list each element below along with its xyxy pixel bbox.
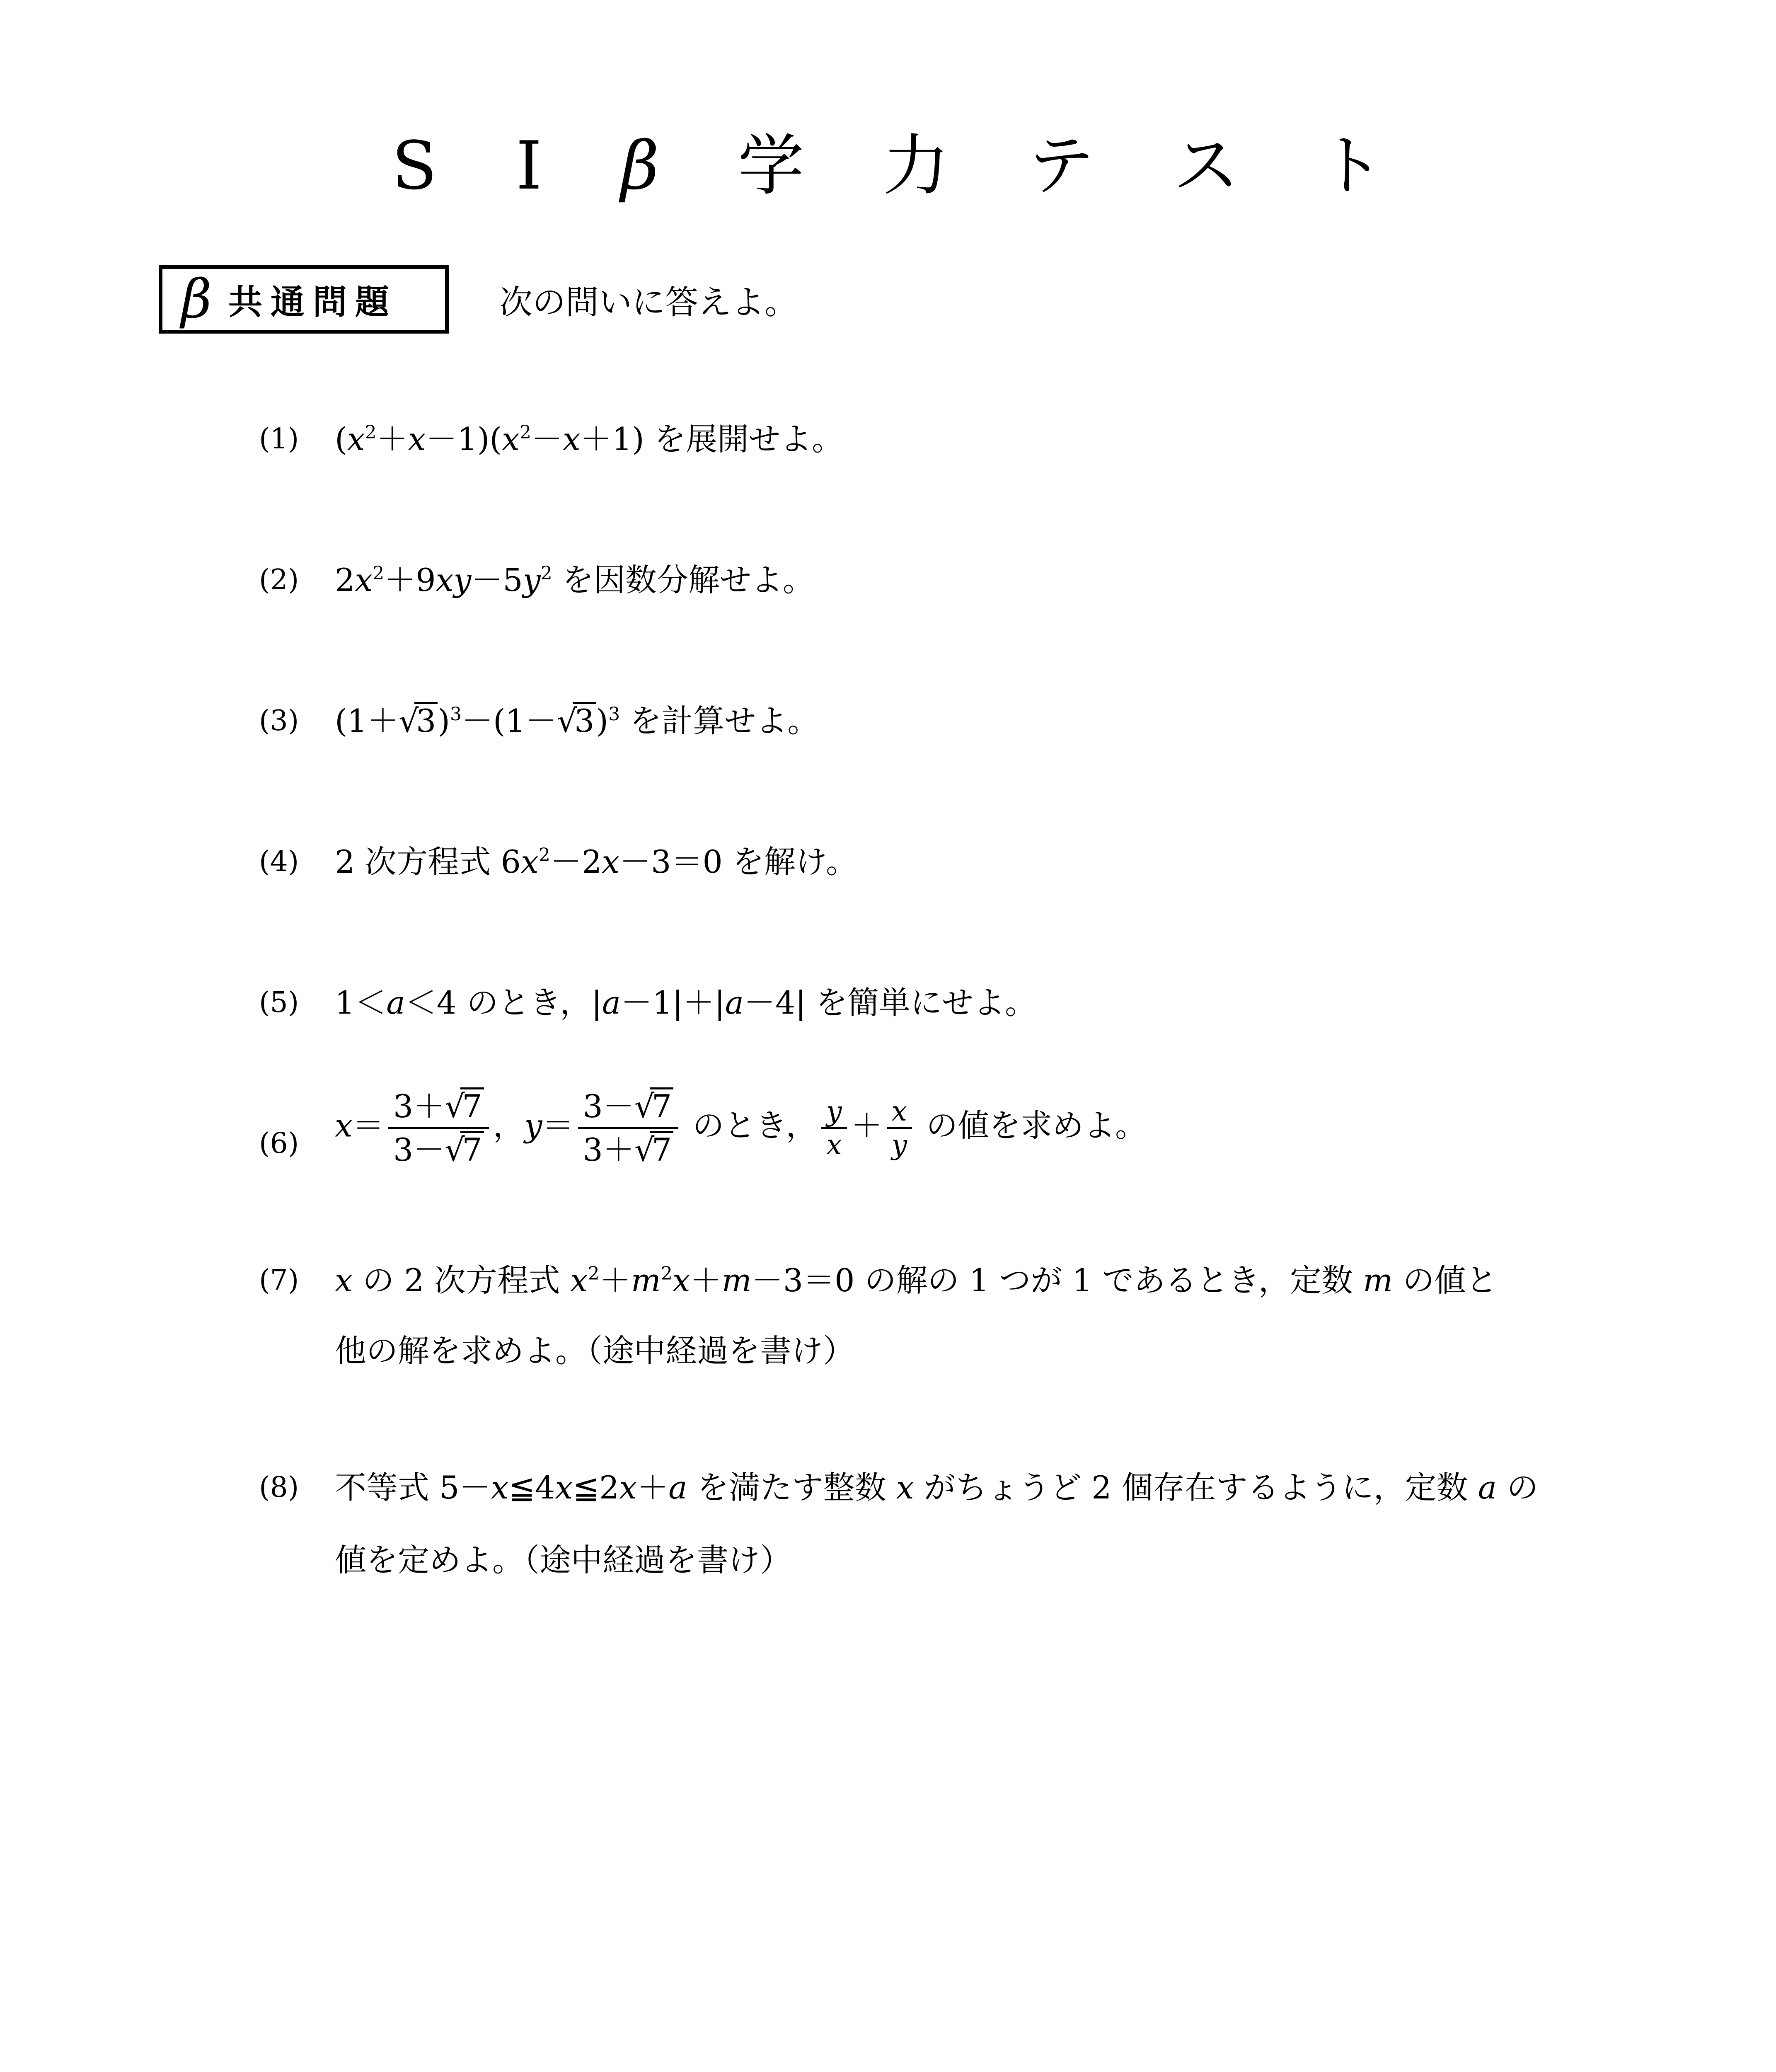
fraction: $\frac{3-√ 7}{3+√ 7}$ [578, 1086, 679, 1171]
problem-text: 他の解を求めよ。（途中経過を書け） [335, 1332, 854, 1369]
problem-number: (2) [259, 564, 299, 596]
problem-text: を解け。 [722, 843, 857, 880]
problem-text: がちょうど 2 個存在するように，定数 [914, 1469, 1478, 1506]
problem-text: 値を定めよ。（途中経過を書け） [335, 1542, 791, 1578]
problem-text: を展開せよ。 [644, 421, 843, 457]
title-char-5: ト [1318, 127, 1384, 204]
section-label-box [159, 265, 449, 334]
title-char-2: 力 [883, 127, 949, 204]
fraction: $\frac{x}{y}$ [887, 1096, 912, 1161]
problem-number: (8) [259, 1471, 299, 1504]
problem-text: 2 次方程式 [335, 843, 501, 880]
problem-body: x＝ $\frac{3+√ 7}{3-√ 7}$ ，y＝ $\frac{3-√ 7}{3+√ 7}$ のとき， $\frac{y}{x}$ ＋ $\frac{x}{y}$ の値を求めよ。 [335, 1086, 1147, 1171]
title-char-s: S [392, 127, 437, 204]
problem-text: 不等式 [335, 1469, 440, 1506]
title-char-3: テ [1028, 127, 1094, 204]
problem-text: を満たす整数 [687, 1469, 896, 1506]
problem-body: $2x^2+9xy-5y^2$ を因数分解せよ。 [335, 562, 814, 598]
problem-number: (4) [259, 845, 299, 878]
fraction: $\frac{3+√ 7}{3-√ 7}$ [388, 1086, 489, 1171]
problem-body: 1＜a＜4 のとき，|a－1|＋|a－4| を簡単にせよ。 [335, 984, 1037, 1021]
problem-body: $(x^2+x-1)(x^2-x+1)$ を展開せよ。 [335, 421, 843, 457]
title-char-beta: β [621, 127, 659, 204]
problem-text: の 2 次方程式 [352, 1262, 570, 1299]
fraction: $\frac{y}{x}$ [821, 1096, 847, 1161]
problem-number: (7) [259, 1264, 299, 1297]
problem-body: x の 2 次方程式 $x^2+m^2x+m-3=0$ の解の 1 つが 1 であるとき，定数 m の値と [335, 1262, 1498, 1299]
title-char-4: ス [1173, 127, 1239, 204]
problem-text: を因数分解せよ。 [552, 562, 814, 598]
problem-text: の値と [1393, 1262, 1498, 1299]
title-char-i: I [515, 127, 542, 204]
problem-text: を簡単にせよ。 [806, 984, 1037, 1021]
page-title [0, 124, 1776, 207]
section-label: 共通問題 [228, 283, 398, 322]
problem-body: 2 次方程式 $6x^2-2x-3=0$ を解け。 [335, 843, 857, 880]
problem-number: (5) [259, 986, 299, 1019]
problem-body: 不等式 5－x≦4x≦2x＋a を満たす整数 x がちょうど 2 個存在するように，定数 a の [335, 1469, 1539, 1506]
problem-number: (1) [259, 423, 299, 455]
problem-text: を計算せよ。 [620, 702, 819, 739]
section-instruction: 次の問いに答えよ。 [499, 283, 798, 322]
problem-text: の値を求めよ。 [916, 1107, 1147, 1144]
problem-body: (1＋√ 3)$^3$－(1－√ 3)$^3$ を計算せよ。 [335, 700, 819, 742]
problem-text: のとき， [457, 984, 592, 1021]
problem-number: (6) [259, 1127, 299, 1160]
problem-text: の解の 1 つが 1 であるとき，定数 [854, 1262, 1363, 1299]
problem-text: の [1497, 1469, 1539, 1506]
problem-text: のとき， [682, 1107, 818, 1144]
section-beta: β [181, 268, 212, 330]
title-char-1: 学 [738, 127, 804, 204]
problem-number: (3) [259, 704, 299, 737]
